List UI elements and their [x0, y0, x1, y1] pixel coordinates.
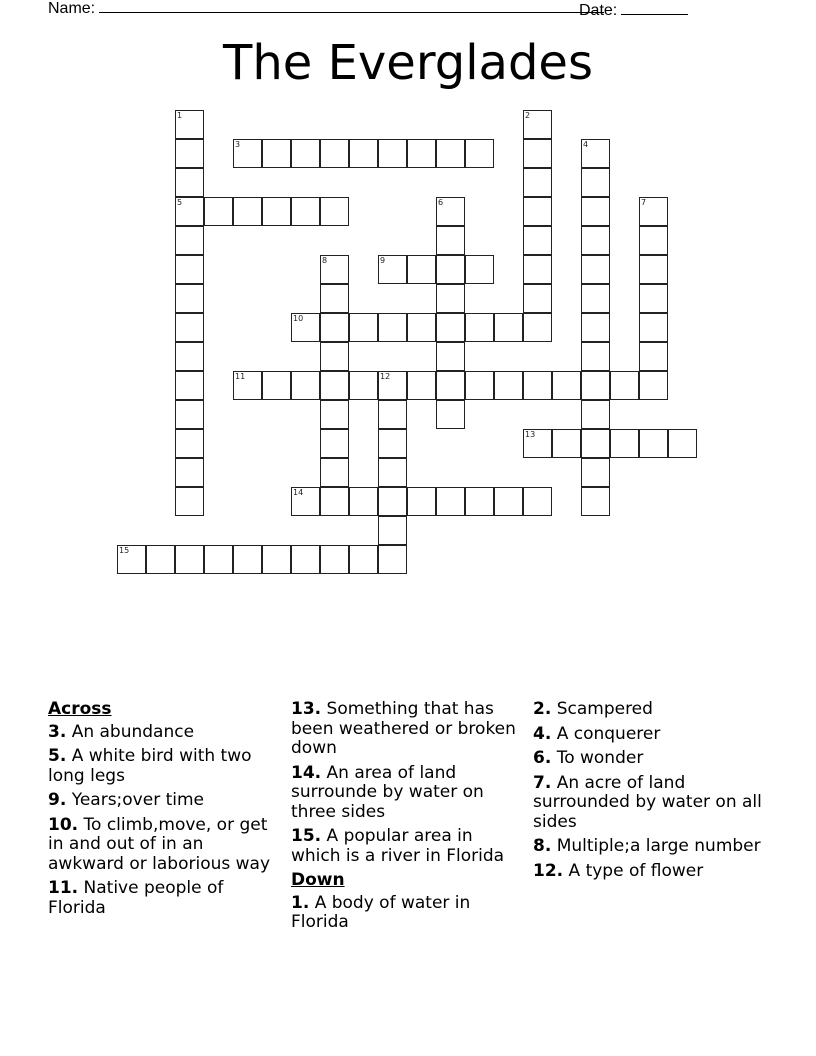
crossword-cell[interactable] — [378, 400, 407, 429]
crossword-cell[interactable] — [581, 371, 610, 400]
clue-down-12: 12. A type of flower — [533, 860, 704, 881]
crossword-cell[interactable] — [320, 255, 349, 284]
clue-number: 8 — [322, 256, 328, 265]
crossword-cell[interactable] — [175, 458, 204, 487]
crossword-cell[interactable] — [175, 545, 204, 574]
crossword-cell[interactable] — [610, 429, 639, 458]
crossword-cell[interactable] — [436, 487, 465, 516]
crossword-cell[interactable] — [233, 545, 262, 574]
crossword-cell[interactable] — [581, 429, 610, 458]
crossword-cell[interactable] — [175, 487, 204, 516]
crossword-cell[interactable] — [378, 516, 407, 545]
clue-number: 5 — [177, 198, 183, 207]
crossword-cell[interactable] — [639, 197, 668, 226]
clue-across-15: 15. A popular area in which is a river in Florida — [291, 826, 505, 866]
crossword-cell[interactable] — [436, 284, 465, 313]
crossword-cell[interactable] — [291, 139, 320, 168]
crossword-cell[interactable] — [407, 255, 436, 284]
crossword-cell[interactable] — [581, 226, 610, 255]
clue-number: 3 — [235, 140, 241, 149]
crossword-cell[interactable] — [378, 545, 407, 574]
crossword-cell[interactable] — [349, 545, 378, 574]
crossword-cell[interactable] — [523, 110, 552, 139]
clue-down-6: 6. To wonder — [533, 748, 644, 768]
crossword-cell[interactable] — [581, 197, 610, 226]
crossword-cell[interactable] — [233, 371, 262, 400]
clue-down-7: 7. An acre of land surrounded by water on all sides — [533, 772, 762, 832]
crossword-cell[interactable] — [175, 371, 204, 400]
crossword-cell[interactable] — [320, 197, 349, 226]
crossword-cell[interactable] — [175, 429, 204, 458]
worksheet-header — [48, 0, 604, 18]
clue-number: 4 — [583, 140, 589, 149]
across-heading: Across — [48, 699, 112, 719]
crossword-cell[interactable] — [320, 342, 349, 371]
crossword-cell[interactable] — [320, 400, 349, 429]
crossword-cell[interactable] — [523, 429, 552, 458]
crossword-cell[interactable] — [668, 429, 697, 458]
clue-number: 10 — [293, 314, 304, 323]
clues-column-3 — [533, 700, 763, 886]
crossword-cell[interactable] — [320, 371, 349, 400]
crossword-cell[interactable] — [639, 371, 668, 400]
crossword-cell[interactable] — [639, 429, 668, 458]
crossword-cell[interactable] — [639, 342, 668, 371]
crossword-cell[interactable] — [378, 313, 407, 342]
crossword-cell[interactable] — [378, 139, 407, 168]
crossword-cell[interactable] — [465, 487, 494, 516]
crossword-cell[interactable] — [320, 545, 349, 574]
clue-across-9: 9. Years;over time — [48, 790, 205, 810]
crossword-cell[interactable] — [436, 342, 465, 371]
crossword-cell[interactable] — [320, 313, 349, 342]
clue-number: 6 — [438, 198, 444, 207]
crossword-cell[interactable] — [349, 371, 378, 400]
down-heading: Down — [291, 870, 345, 890]
clue-number: 11 — [235, 372, 246, 381]
crossword-cell[interactable] — [291, 371, 320, 400]
crossword-cell[interactable] — [523, 139, 552, 168]
crossword-cell[interactable] — [320, 458, 349, 487]
crossword-cell[interactable] — [320, 284, 349, 313]
crossword-cell[interactable] — [262, 139, 291, 168]
crossword-cell[interactable] — [233, 197, 262, 226]
crossword-cell[interactable] — [407, 139, 436, 168]
crossword-cell[interactable] — [436, 197, 465, 226]
crossword-cell[interactable] — [204, 197, 233, 226]
crossword-cell[interactable] — [349, 139, 378, 168]
crossword-cell[interactable] — [465, 371, 494, 400]
crossword-cell[interactable] — [639, 255, 668, 284]
clue-down-4: 4. A conquerer — [533, 723, 661, 744]
crossword-cell[interactable] — [175, 284, 204, 313]
crossword-cell[interactable] — [378, 371, 407, 400]
clue-number: 13 — [525, 430, 536, 439]
crossword-cell[interactable] — [291, 545, 320, 574]
crossword-cell[interactable] — [291, 197, 320, 226]
clue-number: 12 — [380, 372, 391, 381]
crossword-cell[interactable] — [349, 487, 378, 516]
page-title: The Everglades — [223, 35, 593, 91]
crossword-cell[interactable] — [581, 284, 610, 313]
crossword-cell[interactable] — [523, 284, 552, 313]
crossword-cell[interactable] — [175, 342, 204, 371]
crossword-cell[interactable] — [494, 487, 523, 516]
crossword-cell[interactable] — [436, 400, 465, 429]
crossword-grid — [117, 110, 717, 590]
crossword-cell[interactable] — [291, 313, 320, 342]
clue-across-3: 3. An abundance — [48, 721, 195, 742]
crossword-cell[interactable] — [378, 458, 407, 487]
crossword-cell[interactable] — [175, 139, 204, 168]
crossword-cell[interactable] — [581, 255, 610, 284]
clue-number: 15 — [119, 546, 130, 555]
crossword-cell[interactable] — [146, 545, 175, 574]
crossword-cell[interactable] — [639, 226, 668, 255]
crossword-cell[interactable] — [581, 342, 610, 371]
crossword-cell[interactable] — [552, 429, 581, 458]
crossword-cell[interactable] — [175, 168, 204, 197]
clue-down-8: 8. Multiple;a large number — [533, 836, 761, 856]
crossword-cell[interactable] — [639, 313, 668, 342]
crossword-cell[interactable] — [175, 197, 204, 226]
clue-down-1: 1. A body of water in Florida — [291, 892, 471, 932]
date-label: Date: — [579, 2, 618, 19]
crossword-cell[interactable] — [581, 139, 610, 168]
crossword-cell[interactable] — [523, 197, 552, 226]
clue-across-11: 11. Native people of Florida — [48, 878, 224, 918]
crossword-cell[interactable] — [233, 139, 262, 168]
crossword-cell[interactable] — [581, 400, 610, 429]
crossword-cell[interactable] — [320, 487, 349, 516]
crossword-cell[interactable] — [378, 255, 407, 284]
crossword-cell[interactable] — [581, 168, 610, 197]
crossword-cell[interactable] — [610, 371, 639, 400]
crossword-cell[interactable] — [465, 139, 494, 168]
crossword-cell[interactable] — [436, 313, 465, 342]
clue-number: 9 — [380, 256, 386, 265]
crossword-cell[interactable] — [436, 226, 465, 255]
crossword-cell[interactable] — [320, 139, 349, 168]
clue-across-13: 13. Something that has been weathered or broken down — [291, 699, 516, 758]
clues-column-2 — [291, 700, 526, 938]
crossword-cell[interactable] — [465, 255, 494, 284]
crossword-cell[interactable] — [407, 371, 436, 400]
crossword-cell[interactable] — [436, 139, 465, 168]
crossword-cell[interactable] — [494, 371, 523, 400]
crossword-cell[interactable] — [523, 168, 552, 197]
crossword-cell[interactable] — [581, 313, 610, 342]
crossword-cell[interactable] — [552, 371, 581, 400]
crossword-cell[interactable] — [639, 284, 668, 313]
clue-across-14: 14. An area of land surrounde by water on three sides — [291, 762, 484, 822]
crossword-cell[interactable] — [291, 487, 320, 516]
date-area — [579, 0, 688, 20]
clue-number: 14 — [293, 488, 304, 497]
crossword-cell[interactable] — [523, 487, 552, 516]
clue-number: 7 — [641, 198, 647, 207]
crossword-cell[interactable] — [262, 545, 291, 574]
clue-number: 1 — [177, 111, 183, 120]
crossword-cell[interactable] — [465, 313, 494, 342]
name-field[interactable] — [99, 0, 604, 13]
crossword-cell[interactable] — [581, 487, 610, 516]
crossword-cell[interactable] — [175, 313, 204, 342]
crossword-cell[interactable] — [494, 313, 523, 342]
crossword-cell[interactable] — [175, 226, 204, 255]
crossword-cell[interactable] — [523, 313, 552, 342]
crossword-cell[interactable] — [117, 545, 146, 574]
crossword-cell[interactable] — [581, 458, 610, 487]
clue-down-2: 2. Scampered — [533, 699, 653, 719]
crossword-cell[interactable] — [175, 400, 204, 429]
clue-across-5: 5. A white bird with two long legs — [48, 746, 252, 786]
crossword-cell[interactable] — [320, 429, 349, 458]
crossword-cell[interactable] — [436, 371, 465, 400]
date-field[interactable] — [621, 0, 688, 15]
clue-number: 2 — [525, 111, 531, 120]
crossword-cell[interactable] — [204, 545, 233, 574]
crossword-cell[interactable] — [175, 110, 204, 139]
crossword-cell[interactable] — [523, 371, 552, 400]
crossword-cell[interactable] — [407, 313, 436, 342]
crossword-cell[interactable] — [262, 371, 291, 400]
clue-across-10: 10. To climb,move, or get in and out of in an awkward or laborious way — [48, 814, 271, 874]
name-label: Name: — [48, 0, 96, 17]
crossword-cell[interactable] — [262, 197, 291, 226]
clues-column-1 — [48, 700, 278, 923]
crossword-cell[interactable] — [378, 487, 407, 516]
crossword-cell[interactable] — [523, 255, 552, 284]
crossword-cell[interactable] — [523, 226, 552, 255]
crossword-cell[interactable] — [436, 255, 465, 284]
crossword-cell[interactable] — [407, 487, 436, 516]
crossword-cell[interactable] — [349, 313, 378, 342]
crossword-cell[interactable] — [175, 255, 204, 284]
crossword-cell[interactable] — [378, 429, 407, 458]
